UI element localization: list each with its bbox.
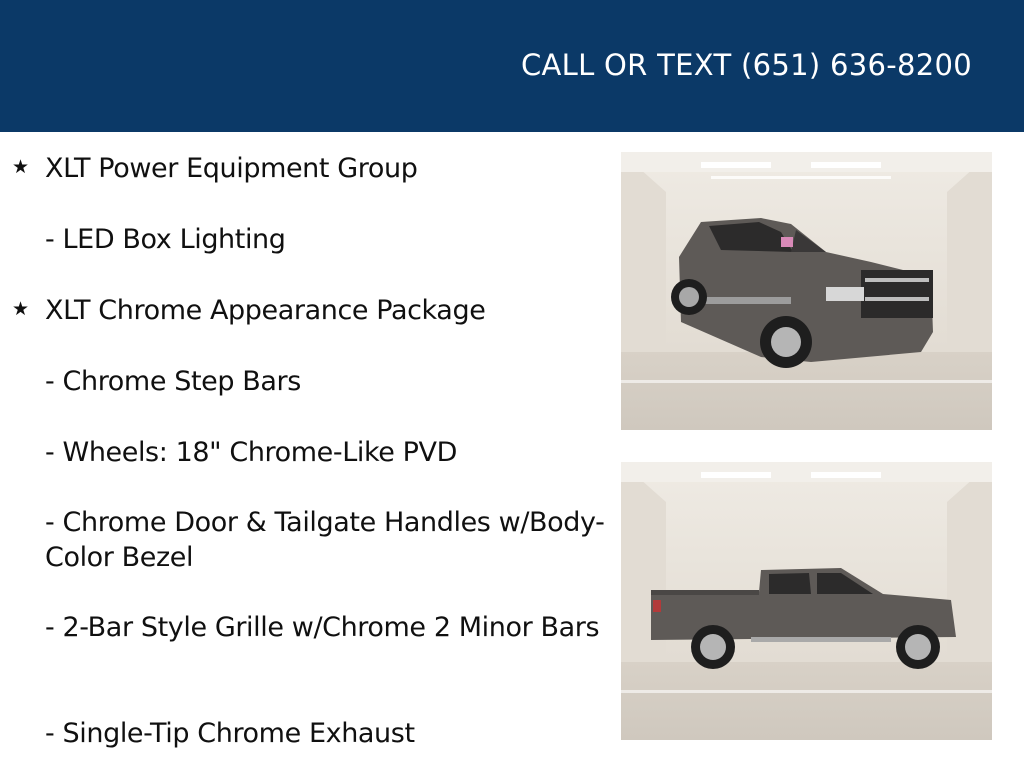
feature-item: - 2-Bar Style Grille w/Chrome 2 Minor Bars [45,612,600,643]
vehicle-photo-side[interactable] [621,462,992,740]
feature-item: - Chrome Step Bars [45,366,301,397]
call-or-text-phone[interactable]: CALL OR TEXT (651) 636-8200 [520,48,972,82]
truck-front-image [621,152,992,430]
feature-item: XLT Power Equipment Group [45,153,418,184]
feature-item: - Wheels: 18" Chrome-Like PVD [45,437,457,468]
feature-item: - LED Box Lighting [45,224,286,255]
feature-item: - Chrome Door & Tailgate Handles w/Body-Color Bezel [45,507,605,573]
truck-side-image [621,462,992,740]
header-banner [0,0,1024,132]
feature-item: XLT Chrome Appearance Package [45,295,486,326]
feature-item: - Single-Tip Chrome Exhaust [45,718,415,749]
star-icon: ★ [12,156,30,178]
star-icon: ★ [12,298,30,320]
vehicle-photo-front[interactable] [621,152,992,430]
